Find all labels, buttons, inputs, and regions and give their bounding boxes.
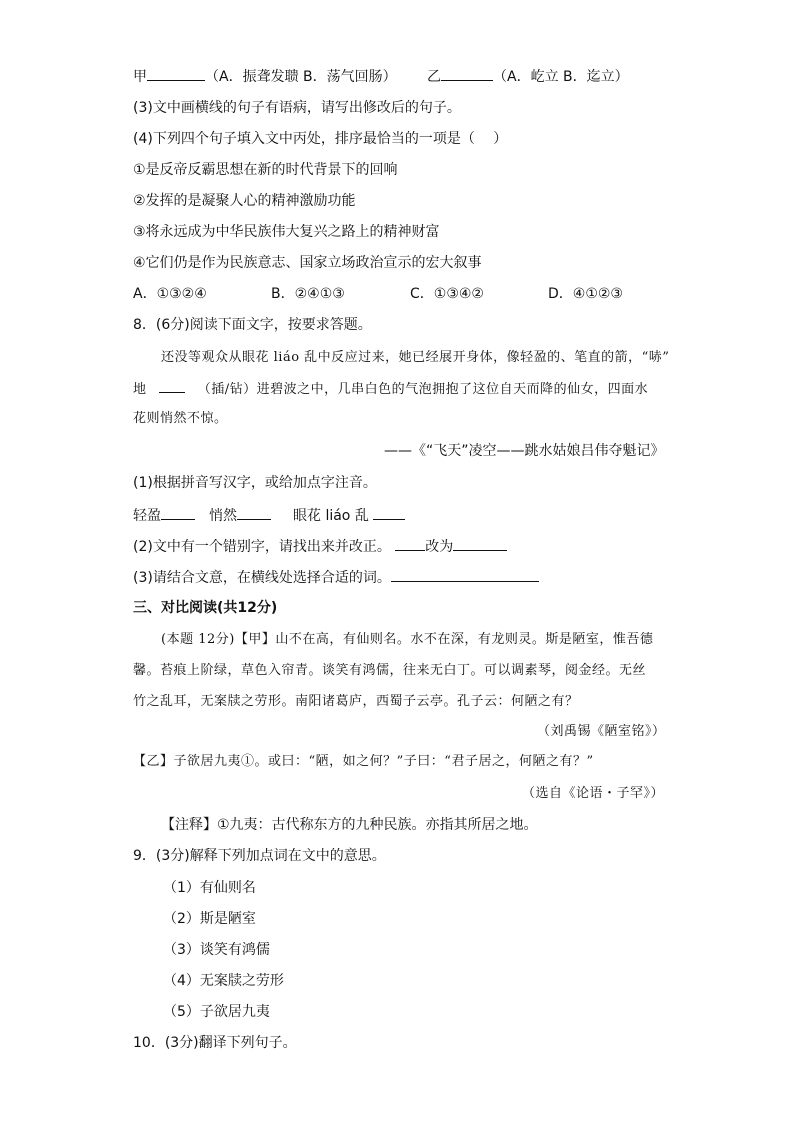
passage-blank[interactable] <box>159 378 185 393</box>
q9-item-2: （2）斯是陋室 <box>163 911 256 927</box>
yi-line: 【乙】子欲居九夷①。或曰：“陋，如之何？”子曰：“君子居之，何陋之有？” <box>133 754 594 769</box>
q8-passage-line-1: 还没等观众从眼花 liáo 乱中反应过来，她已经展开身体，像轻盈的、笔直的箭，“哧” <box>161 350 670 365</box>
passage-line2-rest: （插/钻）进碧波之中，几串白色的气泡拥抱了这位自天而降的仙女，四面水 <box>197 382 649 397</box>
q7-choices <box>133 284 623 304</box>
note-text: ①九夷：古代称东方的九种民族。亦指其所居之地。 <box>217 817 538 833</box>
q7-blanks-line <box>133 66 397 87</box>
q8-passage-line-3: 花则悄然不惊。 <box>133 411 228 426</box>
q9-title: 9．(3分)解释下列加点词在文中的意思。 <box>133 848 386 864</box>
q7-sentence-1: ①是反帝反霸思想在新的时代背景下的回响 <box>133 162 398 178</box>
q9-item-5: （5）子欲居九夷 <box>163 1004 270 1020</box>
note-label: 【注释】 <box>161 817 217 833</box>
section3-heading: 三、对比阅读(共12分) <box>133 600 278 616</box>
jia-line-1: (本题 12分)【甲】山不在高，有仙则名。水不在深，有龙则灵。斯是陋室，惟吾德 <box>161 632 654 647</box>
note <box>161 815 538 835</box>
q7-sub3: (3)文中画横线的句子有语病，请写出修改后的句子。 <box>133 100 461 116</box>
q8-sub3-text: (3)请结合文意，在横线处选择合适的词。 <box>133 570 391 586</box>
yi-source: （选自《论语・子罕》） <box>522 786 665 801</box>
blank-qingying[interactable] <box>161 505 195 520</box>
yi-blank[interactable] <box>441 66 493 81</box>
choice-d[interactable]: D．④①②③ <box>548 286 623 302</box>
blank-qiaoran[interactable] <box>237 505 271 520</box>
passage-di: 地 <box>133 382 147 397</box>
word-liaoluan: 眼花 liáo 乱 <box>293 508 369 524</box>
q9-item-3: （3）谈笑有鸿儒 <box>163 942 270 958</box>
q8-sub1: (1)根据拼音写汉字，或给加点字注音。 <box>133 475 377 491</box>
q9-item-1: （1）有仙则名 <box>163 880 256 896</box>
q8-passage-line-2 <box>133 378 648 400</box>
q8-sub3 <box>133 567 539 588</box>
q8-sub2-gaiwei: 改为 <box>425 539 454 555</box>
jia-line-2: 馨。苔痕上阶绿，草色入帘青。谈笑有鸿儒，往来无白丁。可以调素琴，阅金经。无丝 <box>133 663 647 678</box>
correct-char-blank[interactable] <box>453 536 507 551</box>
q8-source: ——《“飞天”凌空——跳水姑娘吕伟夺魁记》 <box>384 443 665 459</box>
wrong-char-blank[interactable] <box>395 536 425 551</box>
word-qiaoran: 悄然 <box>209 508 237 524</box>
q8-sub2 <box>133 536 507 557</box>
word-qingying: 轻盈 <box>133 508 161 524</box>
choice-b[interactable]: B．②④①③ <box>271 286 345 302</box>
jia-source: （刘禹锡《陋室铭》） <box>537 724 666 739</box>
q7-sub4: (4)下列四个句子填入文中丙处，排序最恰当的一项是（ ） <box>133 131 508 147</box>
q9-item-4: （4）无案牍之劳形 <box>163 973 284 989</box>
jia-label: 甲 <box>133 69 147 85</box>
q10-title: 10．(3分)翻译下列句子。 <box>133 1035 297 1051</box>
q7-sentence-4: ④它们仍是作为民族意志、国家立场政治宣示的宏大叙事 <box>133 255 482 271</box>
jia-options: （A．振聋发聩 B．荡气回肠） <box>205 69 397 85</box>
q8-words <box>133 505 405 526</box>
blank-liaoluan[interactable] <box>373 505 405 520</box>
q7-sentence-3: ③将永远成为中华民族伟大复兴之路上的精神财富 <box>133 224 440 240</box>
q7-yi-group <box>427 66 629 87</box>
yi-label: 乙 <box>427 69 441 85</box>
yi-options: （A．屹立 B．迄立） <box>493 69 629 85</box>
q7-sentence-2: ②发挥的是凝聚人心的精神激励功能 <box>133 193 356 209</box>
q8-title: 8．(6分)阅读下面文字，按要求答题。 <box>133 317 372 333</box>
jia-blank[interactable] <box>147 66 205 81</box>
word-choice-blank[interactable] <box>391 567 539 582</box>
choice-c[interactable]: C．①③④② <box>410 286 484 302</box>
q8-sub2-text: (2)文中有一个错别字，请找出来并改正。 <box>133 539 391 555</box>
choice-a[interactable]: A．①③②④ <box>133 286 207 302</box>
jia-line-3: 竹之乱耳，无案牍之劳形。南阳诸葛庐，西蜀子云亭。孔子云：何陋之有？ <box>133 694 579 709</box>
